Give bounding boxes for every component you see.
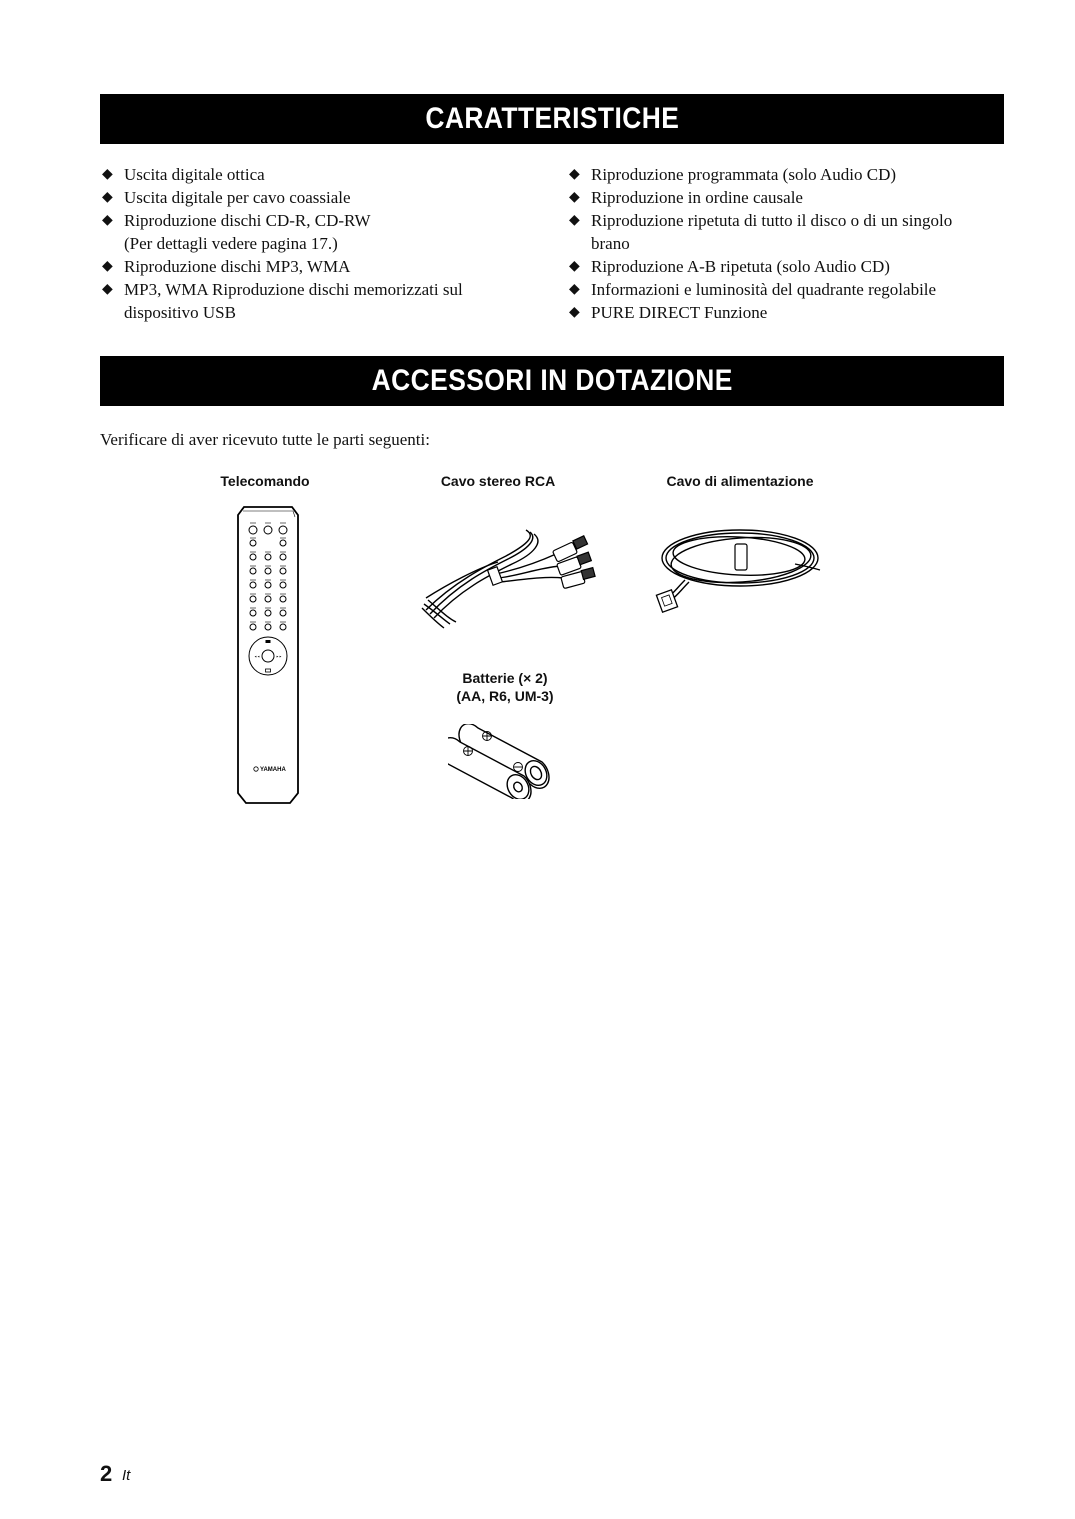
- feature-item-text: Uscita digitale ottica: [124, 165, 265, 184]
- batteries-label: [440, 669, 570, 705]
- accessories-heading-text: ACCESSORI IN DOTAZIONE: [371, 364, 733, 397]
- diamond-bullet-icon: ◆: [102, 281, 113, 297]
- diamond-bullet-icon: ◆: [569, 166, 580, 182]
- features-heading: [100, 94, 1004, 144]
- diamond-bullet-icon: ◆: [569, 258, 580, 274]
- feature-item-text: Riproduzione dischi MP3, WMA: [124, 257, 351, 276]
- diamond-bullet-icon: ◆: [102, 212, 113, 228]
- feature-item-text: Riproduzione A-B ripetuta (solo Audio CD): [591, 257, 890, 276]
- feature-item: [100, 186, 530, 209]
- remote-brand-text: YAMAHA: [260, 767, 286, 773]
- feature-item-text: brano: [591, 234, 630, 253]
- diamond-bullet-icon: ◆: [569, 212, 580, 228]
- diamond-bullet-icon: ◆: [569, 304, 580, 320]
- feature-item-text: Riproduzione programmata (solo Audio CD): [591, 165, 897, 184]
- feature-item: [100, 163, 530, 186]
- features-heading-text: CARATTERISTICHE: [425, 102, 679, 135]
- rca-cable-label: Cavo stereo RCA: [440, 473, 556, 489]
- feature-item-text: Riproduzione in ordine causale: [591, 188, 803, 207]
- feature-item: [567, 186, 1007, 209]
- svg-text:◄◄: ◄◄: [254, 654, 260, 659]
- feature-item-text: dispositivo USB: [124, 303, 236, 322]
- rca-cable-icon: [418, 524, 608, 634]
- diamond-bullet-icon: ◆: [102, 166, 113, 182]
- feature-item-text: (Per dettagli vedere pagina 17.): [124, 234, 338, 253]
- svg-text:►►: ►►: [276, 654, 282, 659]
- feature-item: [100, 255, 530, 278]
- diamond-bullet-icon: ◆: [569, 189, 580, 205]
- accessories-heading: [100, 356, 1004, 406]
- feature-item-text: Uscita digitale per cavo coassiale: [124, 188, 351, 207]
- remote-control-icon: [236, 505, 300, 805]
- feature-item: [567, 209, 1007, 255]
- batteries-label-line2: (AA, R6, UM-3): [456, 688, 554, 704]
- power-cord-icon: [655, 518, 825, 618]
- diamond-bullet-icon: ◆: [102, 189, 113, 205]
- page-language: It: [122, 1467, 131, 1484]
- feature-item: [567, 163, 1007, 186]
- batteries-icon: [448, 724, 563, 799]
- page-number: 2: [100, 1461, 113, 1486]
- feature-item: [567, 278, 1007, 301]
- feature-item: [100, 209, 530, 255]
- feature-item-text: PURE DIRECT Funzione: [591, 303, 768, 322]
- features-list-left: [100, 163, 530, 324]
- power-cord-label: Cavo di alimentazione: [666, 473, 814, 489]
- features-list-right: [567, 163, 1007, 324]
- feature-item: [567, 255, 1007, 278]
- accessories-intro: Verificare di aver ricevuto tutte le parti seguenti:: [100, 430, 430, 449]
- feature-item-text: MP3, WMA Riproduzione dischi memorizzati sul: [124, 280, 463, 299]
- feature-item: [100, 278, 530, 324]
- diamond-bullet-icon: ◆: [569, 281, 580, 297]
- diamond-bullet-icon: ◆: [102, 258, 113, 274]
- feature-item-text: Riproduzione dischi CD-R, CD-RW: [124, 211, 371, 230]
- feature-item-text: Informazioni e luminosità del quadrante regolabile: [591, 280, 937, 299]
- feature-item: [567, 301, 1007, 324]
- remote-label: Telecomando: [220, 473, 310, 489]
- batteries-label-line1: Batterie (× 2): [462, 670, 548, 686]
- feature-item-text: Riproduzione ripetuta di tutto il disco o di un singolo: [591, 211, 953, 230]
